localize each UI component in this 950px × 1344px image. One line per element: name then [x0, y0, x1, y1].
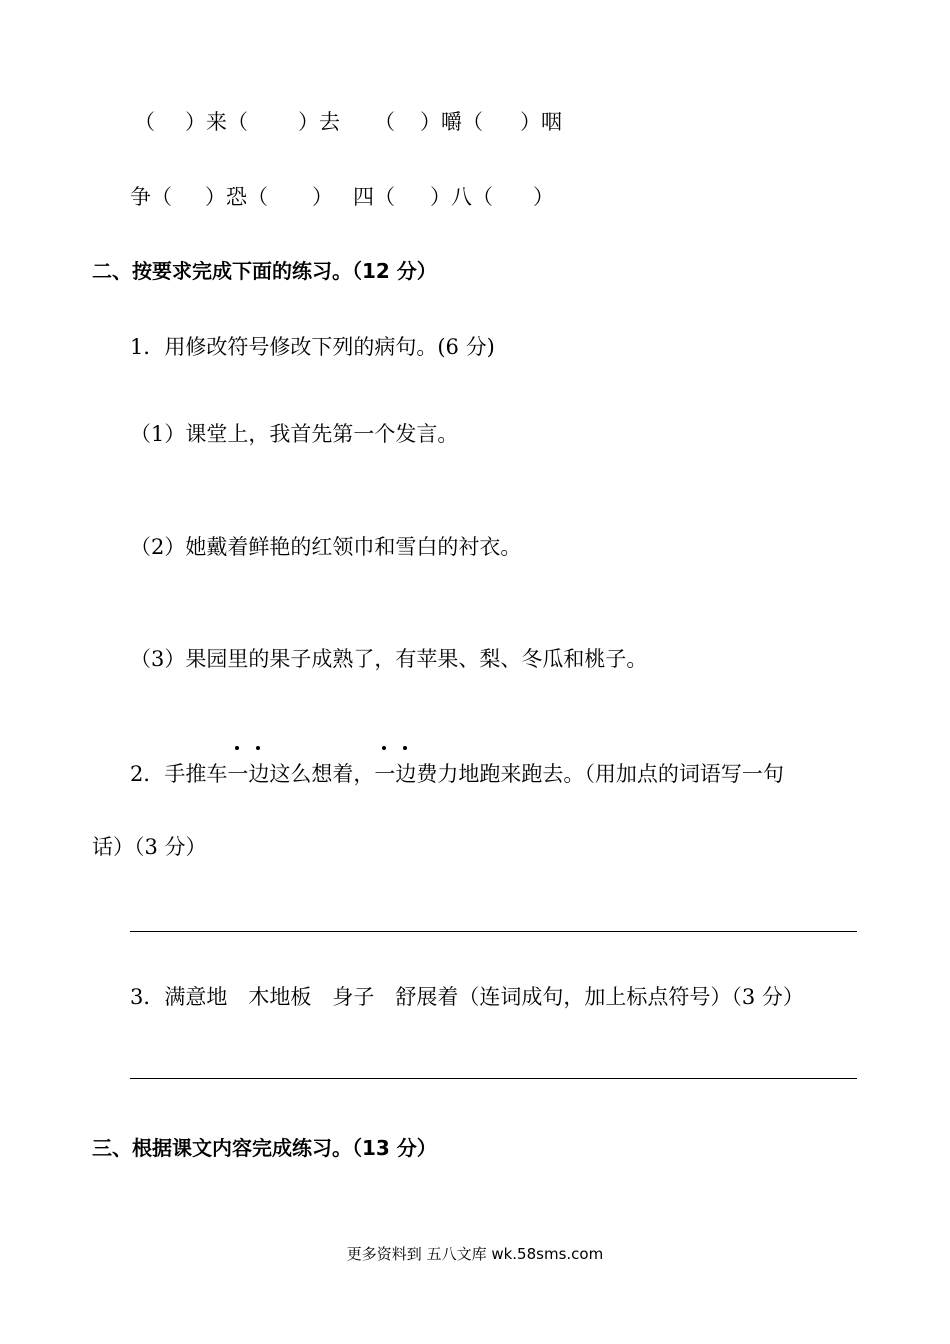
q2-prompt: [130, 760, 784, 788]
q1-prompt: 1．用修改符号修改下列的病句。(6 分): [130, 335, 495, 359]
q2-prompt-continued: 话）（3 分）: [92, 835, 207, 859]
q2-dotted-word-1-text: 一边: [227, 762, 270, 786]
q1-item-1: （1）课堂上，我首先第一个发言。: [130, 422, 459, 446]
q2-dotted-word-2-text: 一边: [374, 762, 417, 786]
fill-row-1-seg-2: ）来（: [185, 110, 248, 134]
page-footer: 更多资料到 五八文库 wk.58sms.com: [346, 1245, 604, 1263]
fill-row-1-seg-3: ）去: [298, 110, 340, 134]
emphasis-dot-icon: [256, 746, 260, 750]
q2-text-part-3: 费力地跑来跑去。（用加点的词语写一句: [416, 762, 784, 786]
fill-row-2-seg-5: ）八（: [430, 185, 493, 209]
emphasis-dot-icon: [382, 746, 386, 750]
fill-row-1-seg-6: ）咽: [520, 110, 562, 134]
fill-row-2-seg-6: ）: [533, 185, 554, 209]
q2-dotted-word-1: [227, 760, 269, 788]
fill-row-2-seg-3: ）: [312, 185, 333, 209]
q3-answer-line[interactable]: [130, 1078, 857, 1079]
section-2-title: 二、按要求完成下面的练习。（12 分）: [92, 259, 437, 283]
q2-answer-line[interactable]: [130, 931, 857, 932]
q2-text-part-1: 2．手推车: [130, 762, 228, 786]
q2-text-part-2: 这么想着，: [269, 762, 375, 786]
fill-row-2-seg-2: ）恐（: [205, 185, 268, 209]
emphasis-dot-icon: [403, 746, 407, 750]
q1-item-3: （3）果园里的果子成熟了，有苹果、梨、冬瓜和桃子。: [130, 647, 648, 671]
fill-row-1-seg-1: （: [134, 110, 155, 134]
fill-row-1-seg-5: ）嚼（: [420, 110, 483, 134]
fill-row-1-seg-4: （: [374, 110, 395, 134]
q1-item-2: （2）她戴着鲜艳的红领巾和雪白的衬衣。: [130, 535, 522, 559]
q2-dotted-word-2: [374, 760, 416, 788]
fill-row-1: [0, 108, 950, 136]
section-3-title: 三、根据课文内容完成练习。（13 分）: [92, 1136, 437, 1160]
fill-row-2-seg-4: 四（: [353, 185, 395, 209]
fill-row-2: [0, 183, 950, 211]
emphasis-dot-icon: [235, 746, 239, 750]
q3-prompt: 3．满意地 木地板 身子 舒展着（连词成句，加上标点符号）（3 分）: [130, 985, 804, 1009]
fill-row-2-seg-1: 争（: [130, 185, 172, 209]
